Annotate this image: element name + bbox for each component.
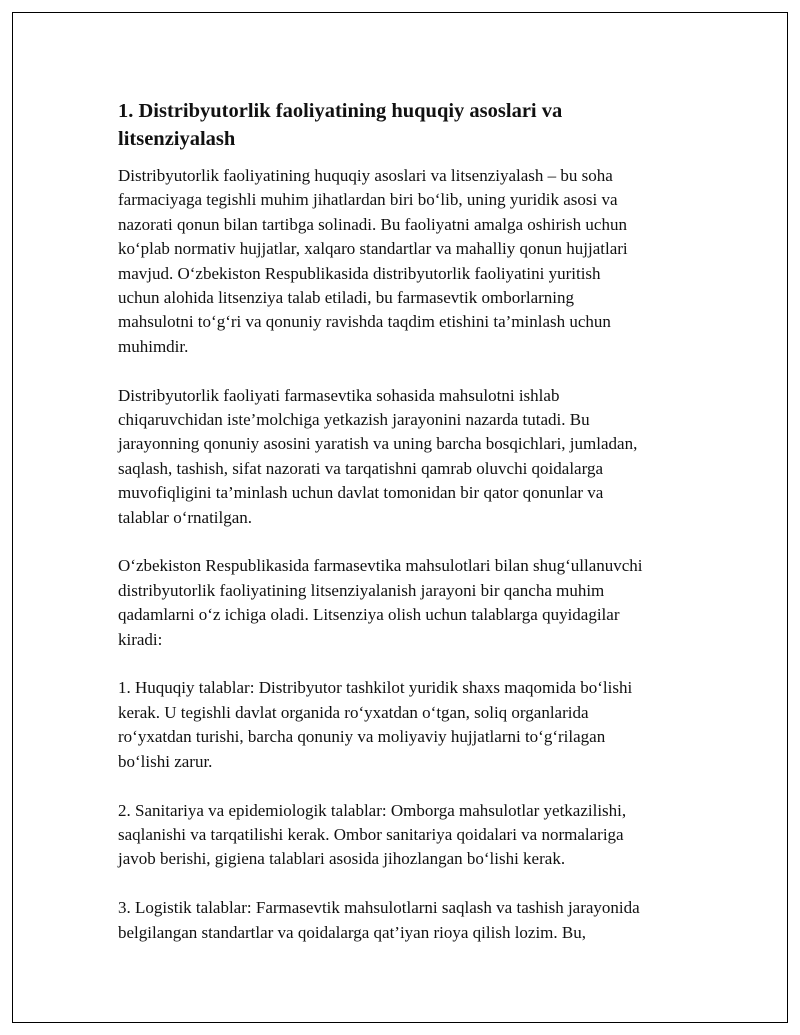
document-body: [118, 97, 698, 969]
document-page: [12, 12, 788, 1023]
paragraph-distribution: Distribyutorlik faoliyati farmasevtika sohasida mahsulotni ishlab chiqaruvchidan iste’molchiga yetkazish jarayonini nazarda tutadi. Bu jarayonning qonuniy asosini yaratish va uning barcha bosqichlari, jumladan, saqlash, tashish, sifat nazorati va tarqatishni qamrab oluvchi qoidalarga muvofiqligini ta’minlash uchun davlat tomonidan bir qator qonunlar va talablar o‘rnatilgan.: [118, 385, 638, 527]
section-heading: 1. Distribyutorlik faoliyatining huquqiy asoslari va litsenziyalash: [118, 100, 563, 150]
paragraph-legal-requirements: 1. Huquqiy talablar: Distribyutor tashkilot yuridik shaxs maqomida bo‘lishi kerak. U tegishli davlat organida ro‘yxatdan o‘tgan, soliq organlarida ro‘yxatdan turishi, barcha qonuniy va moliyaviy hujjatlarni to‘g‘rilagan bo‘lishi zarur.: [118, 678, 633, 771]
paragraph-logistic-requirements: 3. Logistik talablar: Farmasevtik mahsulotlarni saqlash va tashish jarayonida belgilangan standartlar va qoidalarga qat’iyan rioya qilish lozim. Bu,: [118, 898, 640, 942]
paragraph-licensing: O‘zbekiston Respublikasida farmasevtika mahsulotlari bilan shug‘ullanuvchi distribyutorlik faoliyatining litsenziyalanish jarayoni bir qancha muhim qadamlarni o‘z ichiga oladi. Litsenziya olish uchun talablarga quyidagilar kiradi:: [118, 556, 643, 649]
paragraph-sanitary-requirements: 2. Sanitariya va epidemiologik talablar: Omborga mahsulotlar yetkazilishi, saqlanishi va tarqatilishi kerak. Ombor sanitariya qoidalari va normalariga javob berishi, gigiena talablari asosida jihozlangan bo‘lishi kerak.: [118, 800, 627, 869]
paragraph-intro: Distribyutorlik faoliyatining huquqiy asoslari va litsenziyalash – bu soha farmaciyaga tegishli muhim jihatlardan biri bo‘lib, uning yuridik asosi va nazorati qonun bilan tartibga solinadi. Bu faoliyatni amalga oshirish uchun ko‘plab normativ hujjatlar, xalqaro standartlar va mahalliy qonun hujjatlari mavjud. O‘zbekiston Respublikasida distribyutorlik faoliyatini yuritish uchun alohida litsenziya talab etiladi, bu farmasevtik omborlarning mahsulotni to‘g‘ri va qonuniy ravishda taqdim etishini ta’minlash uchun muhimdir.: [118, 166, 628, 356]
